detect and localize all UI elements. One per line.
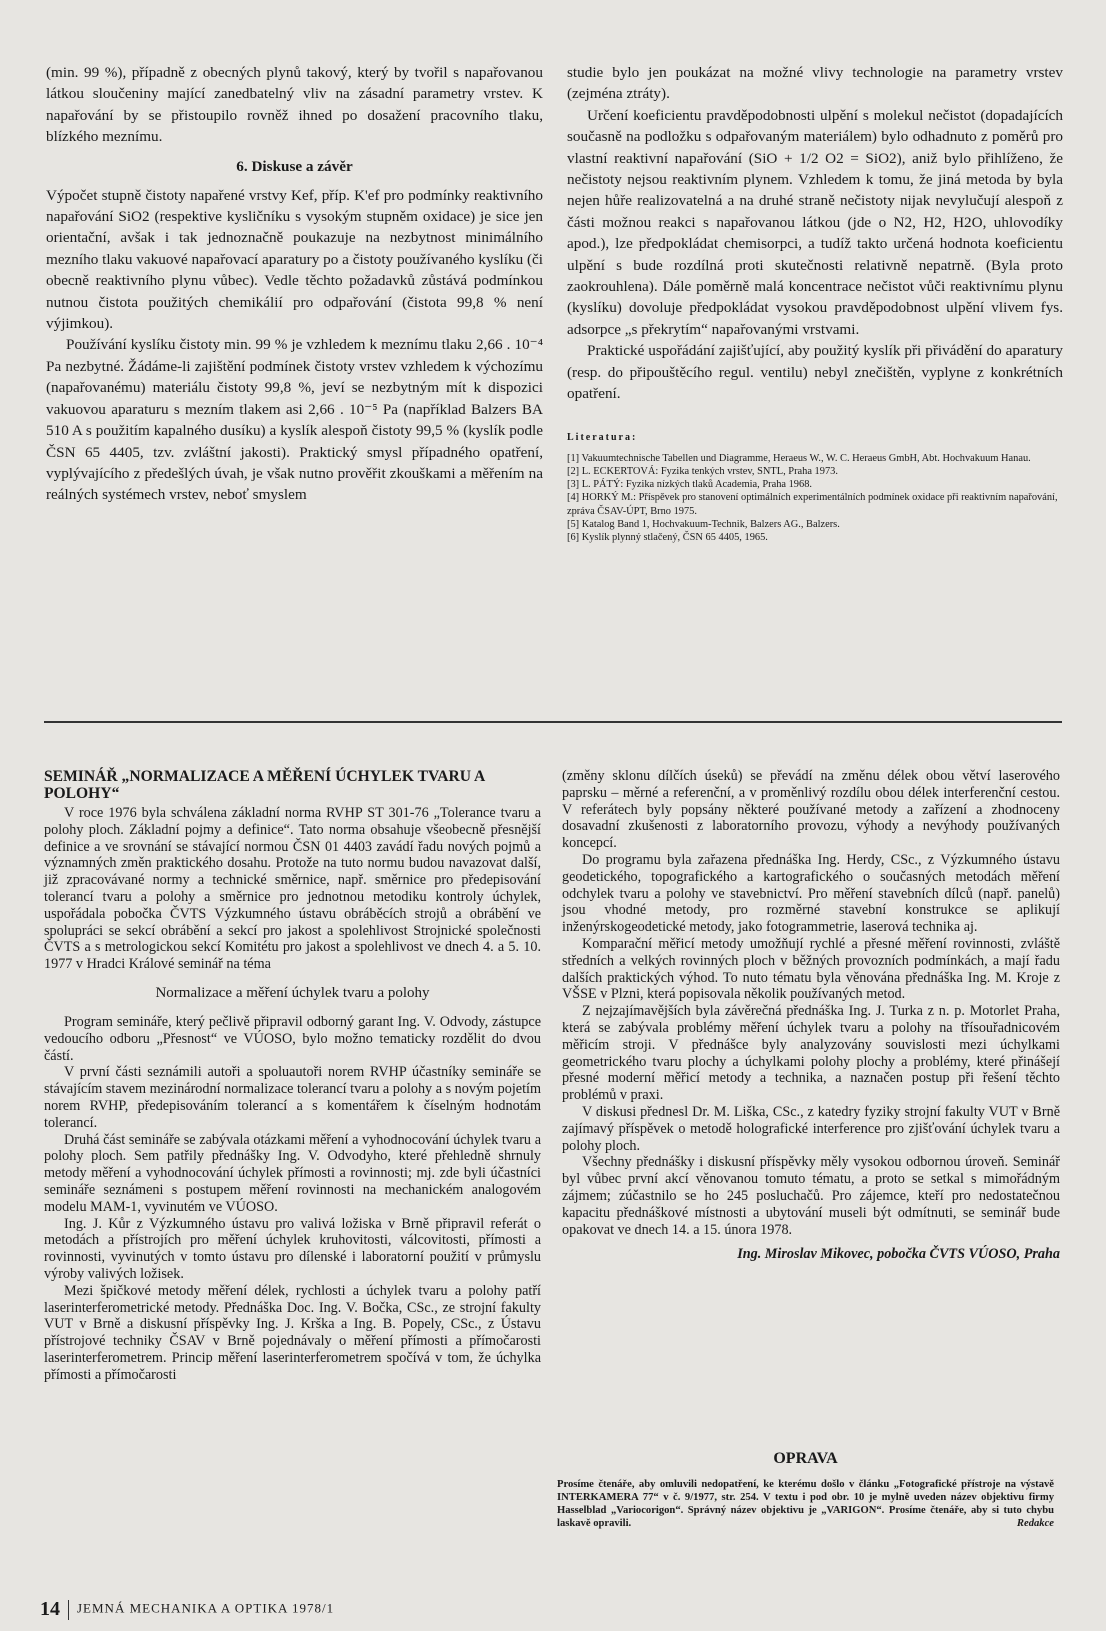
paragraph: Komparační měřicí metody umožňují rychlé a přesné měření rovinnosti, zvláště středních a velkých rovinných ploch v běžných provozních podmínkách, a mají řadu dalších praktických výhod. To nuto tématu byla věnována přednáška Ing. M. Kroje z VŠSE v Plzni, která popisovala několik používaných metod.: [562, 935, 1060, 1003]
correction-title: OPRAVA: [773, 1450, 838, 1467]
paragraph: (min. 99 %), případně z obecných plynů takový, který by tvořil s napařovanou látkou sloučeniny mající zanedbatelný vliv na zásadní parametry vrstev. K napařování by se přistoupilo rovněž ihned po dosažení pracovního tlaku, blízkého meznímu.: [46, 64, 543, 146]
paragraph: Druhá část semináře se zabývala otázkami měření a vyhodnocování úchylek tvaru a polohy ploch. Sem patřily přednášky Ing. V. Odvodyho, které přehledně shrnuly metody měření a vyhodnocování úchylek přímosti a rovinnosti; mj. zde byli účastníci semináře seznámeni s postupem měření rovinnosti na mechanickém analogovém modelu MAM-1, vyvinutém ve VÚOSO.: [44, 1131, 541, 1215]
paragraph: Všechny přednášky i diskusní příspěvky měly vysokou odbornou úroveň. Seminář byl vůbec první akcí věnovanou tomuto tématu, a proto se setkal s mimořádným zájmem; zúčastnilo se ho 245 posluchačů. Pro zájemce, kteří pro nedostatečnou kapacitu přednáškové místnosti a ubytování museli být odmítnuti, se seminář bude opakovat ve dnech 14. a 15. února 1978.: [562, 1154, 1060, 1238]
correction-body: Prosíme čtenáře, aby omluvili nedopatření, ke kterému došlo v článku „Fotografické přístroje na výstavě INTERKAMERA 77“ v č. 9/1977, str. 254. V textu i pod obr. 10 je mylně uveden název objektivu firmy Hasselblad „Variocorigon“. Správný název objektivu je „VARIGON“. Prosíme čtenáře, aby si tuto chybu laskavě opravili.: [557, 1479, 1054, 1529]
paragraph: Mezi špičkové metody měření délek, rychlosti a úchylek tvaru a polohy patří laserinterferometrické metody. Přednáška Doc. Ing. V. Bočka, CSc., ze strojní fakulty VUT v Brně a diskusní příspěvky Ing. J. Krška a Ing. B. Popely, CSc., z Ústavu přístrojové techniky ČSAV v Brně pojednávaly o měření přímosti a přímočarosti laserinterferometrem. Princip měření laserinterferometrem spočívá v tom, že úchylka přímosti a přímočarosti: [44, 1282, 541, 1383]
paragraph: Z nejzajímavějších byla závěrečná přednáška Ing. J. Turka z n. p. Motorlet Praha, která se zabývala problémy měření úchylek tvaru a polohy na třísouřadnicovém měřicím stroji. V přednášce byly analyzovány souvislosti mezi úchylkami geometrického tvaru plochy a úchylkami polohy plochy a problémy, které přinášejí přesné moderní měřicí metody a technika, a naznačen postup při řešení těchto problémů v praxi.: [562, 1003, 1060, 1104]
paragraph: studie bylo jen poukázat na možné vlivy technologie na parametry vrstev (zejména ztráty).: [567, 64, 1063, 103]
article-title: SEMINÁŘ „NORMALIZACE A MĚŘENÍ ÚCHYLEK TVARU A POLOHY“: [44, 768, 485, 802]
section-divider: [44, 721, 1062, 723]
top-left-column: [46, 62, 543, 506]
reference-item: [5] Katalog Band 1, Hochvakuum-Technik, Balzers AG., Balzers.: [567, 518, 840, 530]
literature-heading: Literatura:: [567, 431, 638, 443]
correction-signoff: Redakce: [1016, 1518, 1054, 1529]
correction-notice: [557, 1450, 1054, 1530]
paragraph: V roce 1976 byla schválena základní norma RVHP ST 301-76 „Tolerance tvaru a polohy ploch. Základní pojmy a definice“. Tato norma obsahuje všeobecně přesnější definice a ve srovnání se stávající normou ČSN 01 4403 zavádí řadu nových pojmů a významných změn praktického dosahu. Protože na tuto normu budou navazovat další, již zpracovávané normy a technické směrnice, např. směrnice pro předepisování tolerancí tvaru a polohy a směrnice pro jednotnou metodiku kontroly úchylek, uspořádala pobočka ČVTS Výzkumného ústavu obráběcích strojů a obrábění ve spolupráci se sekcí obrábění a sekcí pro jakost a spolehlivost Strojnické společnosti ČVTS a s metrologickou sekcí Komitétu pro jakost a spolehlivost ve dnech 4. a 5. 10. 1977 v Hradci Králové seminář na téma: [44, 805, 541, 973]
reference-list: [567, 452, 1063, 545]
journal-name: JEMNÁ MECHANIKA A OPTIKA 1978/1: [77, 1600, 335, 1616]
paragraph: Určení koeficientu pravděpodobnosti ulpění s molekul nečistot (dopadajících současně na podložku s odpařovaným materiálem) bylo odhadnuto z poměrů pro vlastní reaktivní napařování (SiO + 1/2 O2 = SiO2), aniž bylo přihlíženo, že nečistoty nejsou reaktivním plynem. Vzhledem k tomu, že jiná metoda by byla nejen hůře realizovatelná a na druhé straně nečistoty nijak nevylučují alespoň z části možnou reakci s napařovanou látkou (jde o N2, H2, H2O, uhlovodíky apod.), lze předpokládat chemisorpci, a tudíž takto určená hodnota koeficientu ulpění s bude rozdílná proti skutečnosti relativně nepatrně. (Byla proto zaokrouhlena). Dále poměrně malá koncentrace nečistot vůči reaktivnímu plynu (kyslíku) dovoluje předpokládat vysokou pravděpodobnost ulpění vlivem fys. adsorpce „s překrytím“ napařovanými vrstvami.: [567, 106, 1063, 338]
paragraph: (změny sklonu dílčích úseků) se převádí na změnu délek obou větví laserového paprsku – měrné a referenční, a v proměnlivý rozdílu obou délek interferenční cestou. V referátech byly popsány některé používané metody a zařízení a zhodnoceny dosavadní zkušenosti z laboratorního provozu, výhody a nevýhody používaných koncepcí.: [562, 768, 1060, 852]
reference-item: [1] Vakuumtechnische Tabellen und Diagramme, Heraeus W., W. C. Heraeus GmbH, Abt. Hochvakuum Hanau.: [567, 452, 1031, 464]
paragraph: Praktické uspořádání zajišťující, aby použitý kyslík při přivádění do aparatury (resp. do připouštěcího regul. ventilu) nebyl znečištěn, vyplyne z konkrétních opatření.: [567, 342, 1063, 403]
paragraph: Program semináře, který pečlivě připravil odborný garant Ing. V. Odvody, zástupce vedoucího odboru „Přesnost“ ve VÚOSO, bylo možno tematicky rozdělit do dvou částí.: [44, 1013, 541, 1064]
top-right-column: [567, 62, 1063, 545]
page-footer: [40, 1598, 334, 1621]
reference-item: [4] HORKÝ M.: Příspěvek pro stanovení optimálních experimentálních podmínek oxidace při reaktivním napařování, zpráva ČSAV-ÚPT, Brno 1975.: [567, 492, 1058, 517]
paragraph: Do programu byla zařazena přednáška Ing. Herdy, CSc., z Výzkumného ústavu geodetického, topografického a kartografického o současných metodách měření odchylek tvaru a polohy ve stavebnictví. Pro měření stavebních dílců (např. panelů) jsou vhodné metody, pro rozměrné stavební konstrukce se aplikují inženýrskogeodetické metody, jako fotogrammetrie, laserová technika aj.: [562, 851, 1060, 936]
seminar-right-column: [562, 768, 1060, 1263]
paragraph: Výpočet stupně čistoty napařené vrstvy Kef, příp. K'ef pro podmínky reaktivního napařování SiO2 (respektive kysličníku s vysokým stupněm oxidace) je sice jen orientační, avšak i tak jednoznačně poukazuje na nezbytnost minimálního mezního tlaku vakuové napařovací aparatury po a čistoty používaného kyslíku (či obecně reaktivního plynu vůbec). Vedle těchto požadavků zůstává podmínkou nutnou čistota použitých chemikálií pro odpařování (čistota 99,8 % není výjimkou).: [46, 186, 543, 333]
section-heading: 6. Diskuse a závěr: [236, 157, 353, 175]
paragraph: Ing. J. Kůr z Výzkumného ústavu pro valivá ložiska v Brně připravil referát o metodách a přístrojích pro měření úchylek kruhovitosti, válcovitosti, přímosti a rovinnosti, vyvinutých v tomto ústavu pro dílenské i laboratorní použití v průmyslu výroby valivých ložisek.: [44, 1215, 541, 1282]
paragraph: Používání kyslíku čistoty min. 99 % je vzhledem k meznímu tlaku 2,66 . 10⁻⁴ Pa nezbytné. Žádáme-li zajištění podmínek čistoty vrstev vzhledem k výchozímu (napařovanému) materiálu čistoty 99,8 %, jeví se nezbytným mít k dispozici vakuovou aparaturu s mezním tlakem asi 2,66 . 10⁻⁵ Pa (například Balzers BA 510 A s použitím kapalného dusíku) a kyslík alespoň čistoty 99,5 % (kyslík podle ČSN 65 4405, tzv. zvláštní jakosti). Praktický smysl případného opatření, vyplývajícího z předešlých úvah, je však nutno prověřit zkouškami a měřením na reálných systémech vrstev, neboť smyslem: [46, 336, 543, 504]
correction-text: [557, 1478, 1054, 1530]
paragraph: V první části seznámili autoři a spoluautoři norem RVHP účastníky semináře se stávajícím stavem mezinárodní normalizace tolerancí tvaru a polohy a s novým pojetím norem RVHP, předepisováním tolerancí a s komentářem k číselným hodnotám tolerancí.: [44, 1064, 541, 1131]
paragraph: V diskusi přednesl Dr. M. Liška, CSc., z katedry fyziky strojní fakulty VUT v Brně zajímavý příspěvek o metodě holografické interference pro zjišťování úchylek tvaru a polohy ploch.: [562, 1103, 1060, 1154]
author-signature: Ing. Miroslav Mikovec, pobočka ČVTS VÚOSO, Praha: [737, 1246, 1060, 1263]
reference-item: [2] L. ECKERTOVÁ: Fyzika tenkých vrstev, SNTL, Praha 1973.: [567, 465, 838, 477]
reference-item: [6] Kyslík plynný stlačený, ČSN 65 4405, 1965.: [567, 532, 768, 544]
page-number: 14: [40, 1598, 60, 1620]
footer-divider: [68, 1600, 69, 1620]
seminar-left-column: [44, 768, 541, 1384]
reference-item: [3] L. PÁTÝ: Fyzika nízkých tlaků Academia, Praha 1968.: [567, 479, 812, 491]
seminar-topic: Normalizace a měření úchylek tvaru a polohy: [155, 984, 430, 1001]
